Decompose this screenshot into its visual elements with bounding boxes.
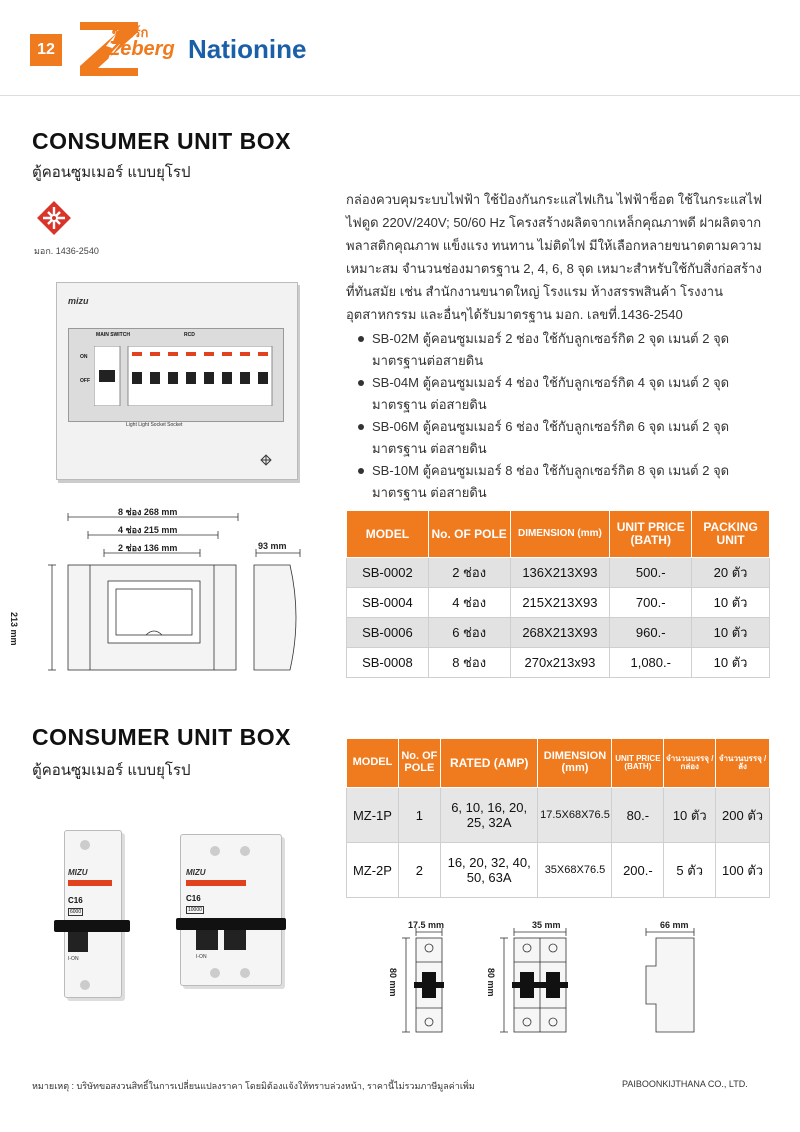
mcb-table: [346, 738, 770, 898]
cell: 1: [398, 788, 440, 843]
cell: 35X68X76.5: [538, 843, 612, 898]
col-per-box: จำนวนบรรจุ /กล่อง: [664, 739, 716, 788]
cell: MZ-1P: [347, 788, 399, 843]
brand-nationine: Nationine: [188, 34, 307, 64]
cell: 4 ช่อง: [428, 588, 510, 618]
bullet-item: SB-04M ตู้คอนซูมเมอร์ 4 ช่อง ใช้กับลูกเซอร์กิต 4 จุด เมนต์ 2 จุด มาตรฐาน ต่อสายดิน: [358, 372, 758, 416]
bullet-item: SB-10M ตู้คอนซูมเมอร์ 8 ช่อง ใช้กับลูกเซอร์กิต 8 จุด เมนต์ 2 จุด มาตรฐาน ต่อสายดิน: [358, 460, 758, 504]
table-row: [347, 788, 770, 843]
cell: 20 ตัว: [692, 558, 770, 588]
tisi-mark-icon: [34, 198, 74, 238]
dim-8-slot: 8 ช่อง 268 mm: [118, 507, 178, 517]
section1-bullets: [358, 328, 758, 504]
cell: 6 ช่อง: [428, 618, 510, 648]
cell: 268X213X93: [510, 618, 610, 648]
col-poles: No. OF POLE: [428, 511, 510, 558]
cell: 500.-: [610, 558, 692, 588]
table-row: [347, 648, 770, 678]
section1-subtitle: ตู้คอนซูมเมอร์ แบบยุโรป: [32, 164, 191, 181]
zeberg-thai-label: ซีเบิร์ก: [112, 25, 149, 40]
cell: SB-0006: [347, 618, 429, 648]
dim-width-2p: 35 mm: [532, 920, 561, 930]
dim-height: 213 mm: [9, 612, 19, 646]
cell: 16, 20, 32, 40, 50, 63A: [440, 843, 538, 898]
breaker2-rating: C16: [186, 894, 201, 903]
breaker1-brand: MIZU: [68, 868, 88, 877]
page-header: [0, 0, 800, 95]
cell: 1,080.-: [610, 648, 692, 678]
rcd-label: RCD: [184, 332, 195, 338]
col-poles: No. OF POLE: [398, 739, 440, 788]
dim-height-2p: 80 mm: [486, 968, 496, 997]
col-dimension: DIMENSION (mm): [510, 511, 610, 558]
tisi-small-icon: [260, 454, 272, 466]
cell: 2 ช่อง: [428, 558, 510, 588]
page-number: 12: [30, 34, 62, 66]
cell: 960.-: [610, 618, 692, 648]
section2-title: CONSUMER UNIT BOX: [32, 724, 291, 750]
section1-title: CONSUMER UNIT BOX: [32, 128, 291, 154]
breaker2-on: I-ON: [196, 954, 207, 960]
dim-height-1p: 80 mm: [388, 968, 398, 997]
cell: 200 ตัว: [716, 788, 770, 843]
off-label: OFF: [80, 378, 90, 384]
breaker-2p-image: [176, 830, 296, 990]
dim-depth: 93 mm: [258, 541, 287, 551]
table-row: [347, 843, 770, 898]
breaker-row: [94, 346, 274, 406]
bullet-item: SB-02M ตู้คอนซูมเมอร์ 2 ช่อง ใช้กับลูกเซอร์กิต 2 จุด เมนต์ 2 จุด มาตรฐานต่อสายดิน: [358, 328, 758, 372]
col-price: UNIT PRICE (BATH): [610, 511, 692, 558]
breaker1-on: I-ON: [68, 956, 79, 962]
col-rated: RATED (AMP): [440, 739, 538, 788]
box-dimension-drawing: [30, 505, 330, 685]
cell: 200.-: [612, 843, 664, 898]
dim-depth-mcb: 66 mm: [660, 920, 689, 930]
header-divider: [0, 95, 800, 96]
col-packing: PACKING UNIT: [692, 511, 770, 558]
col-model: MODEL: [347, 739, 399, 788]
cell: 10 ตัว: [692, 588, 770, 618]
cell: 17.5X68X76.5: [538, 788, 612, 843]
dim-width-1p: 17.5 mm: [408, 920, 445, 930]
tisi-label: มอก. 1436-2540: [34, 246, 99, 256]
cell: 10 ตัว: [692, 648, 770, 678]
cell: MZ-2P: [347, 843, 399, 898]
breaker1-rating: C16: [68, 896, 83, 905]
table-header-row: [347, 511, 770, 558]
col-model: MODEL: [347, 511, 429, 558]
cell: 215X213X93: [510, 588, 610, 618]
cell: SB-0002: [347, 558, 429, 588]
col-per-case: จำนวนบรรจุ /ลัง: [716, 739, 770, 788]
table-row: [347, 558, 770, 588]
cell: SB-0004: [347, 588, 429, 618]
cell: 100 ตัว: [716, 843, 770, 898]
cell: 8 ช่อง: [428, 648, 510, 678]
consumer-unit-table: [346, 510, 770, 678]
section1-description: กล่องควบคุมระบบไฟฟ้า ใช้ป้องกันกระแสไฟเกิน ไฟฟ้าช็อต ใช้ในกระแสไฟ ไฟดูด 220V/240V; 50/60 Hz โครงสร้างผลิตจากเหล็กคุณภาพดี ฝาผลิตจากพลาสติกคุณภาพ แข็งแรง ทนทาน ไม่ติดไฟ มีให้เลือกหลายขนาดตามความเหมาะสม จำนวนช่องมาตรฐาน 2, 4, 6, 8 จุด เหมาะสำหรับใช้กับสิ่งก่อสร้างที่ทันสมัย เช่น สำนักงานขนาดใหญ่ โรงแรม ห้างสรรพสินค้า โรงงานอุตสาหกรรม และอื่นๆได้รับมาตรฐาน มอก. เลขที่.1436-2540: [346, 192, 763, 322]
cell: 6, 10, 16, 20, 25, 32A: [440, 788, 538, 843]
breaker1-code: 6000: [70, 909, 82, 915]
breaker-dimension-drawing: [380, 920, 700, 1040]
cell: 2: [398, 843, 440, 898]
consumer-unit-image: [56, 282, 302, 482]
footer-note: หมายเหตุ : บริษัทขอสงวนสิทธิ์ในการเปลี่ยนแปลงราคา โดยมิต้องแจ้งให้ทราบล่วงหน้า, ราคานี้ไม่รวมภาษีมูลค่าเพิ่ม: [32, 1081, 475, 1091]
cell: 10 ตัว: [664, 788, 716, 843]
cell: 700.-: [610, 588, 692, 618]
breaker2-code: 10000: [188, 907, 202, 913]
dim-4-slot: 4 ช่อง 215 mm: [118, 525, 178, 535]
breaker-1p-image: [54, 830, 134, 1000]
table-row: [347, 588, 770, 618]
cell: SB-0008: [347, 648, 429, 678]
breaker2-brand: MIZU: [186, 868, 206, 877]
main-switch-label: MAIN SWITCH: [96, 332, 130, 338]
bullet-item: SB-06M ตู้คอนซูมเมอร์ 6 ช่อง ใช้กับลูกเซอร์กิต 6 จุด เมนต์ 2 จุด มาตรฐาน ต่อสายดิน: [358, 416, 758, 460]
col-price: UNIT PRICE (BATH): [612, 739, 664, 788]
panel-bottom-labels: Light Light Socket Socket: [126, 422, 183, 428]
section2-subtitle: ตู้คอนซูมเมอร์ แบบยุโรป: [32, 762, 191, 779]
col-dimension: DIMENSION (mm): [538, 739, 612, 788]
on-label: ON: [80, 354, 88, 360]
cell: 270x213x93: [510, 648, 610, 678]
table-header-row: [347, 739, 770, 788]
cell: 10 ตัว: [692, 618, 770, 648]
cell: 80.-: [612, 788, 664, 843]
zeberg-label: Zeberg: [108, 38, 175, 60]
table-row: [347, 618, 770, 648]
cell: 5 ตัว: [664, 843, 716, 898]
cell: 136X213X93: [510, 558, 610, 588]
product-brand-label: mizu: [68, 296, 89, 306]
footer-company: PAIBOONKIJTHANA CO., LTD.: [622, 1079, 748, 1089]
dim-2-slot: 2 ช่อง 136 mm: [118, 543, 178, 553]
